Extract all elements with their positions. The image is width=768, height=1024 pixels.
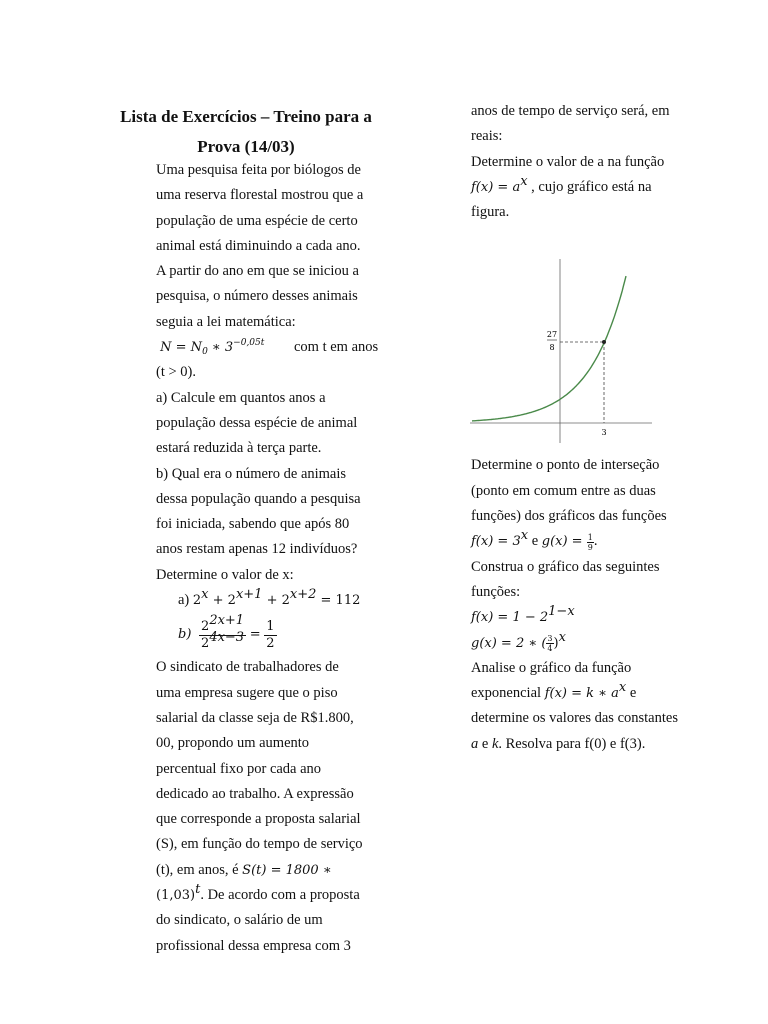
- text-line: funções) dos gráficos das funções: [471, 508, 667, 525]
- intersection-functions-line: $f(x) = 3^x$ e g(x) = $\frac{1}{9}$ .: [471, 528, 598, 552]
- function-f-line: $f(x) = 1 - 2^{1-x}$: [471, 604, 575, 626]
- marked-point: [602, 340, 606, 344]
- text-line: determine os valores das constantes: [471, 710, 678, 727]
- text-line: Construa o gráfico das seguintes: [471, 558, 660, 575]
- text-line: animal está diminuindo a cada ano.: [156, 237, 361, 254]
- text-line: anos de tempo de serviço será, em: [471, 103, 670, 119]
- text-line: dedicado ao trabalho. A expressão: [156, 785, 354, 802]
- text-line: b) Qual era o número de animais: [156, 465, 347, 482]
- function-g-line: g(x) = 2 ∗ ( $\frac{3}{4}$ )$^x$: [471, 629, 566, 653]
- law-formula: $N = N_0$ ∗ $3^{-0,05t}$: [160, 338, 265, 358]
- text-line: a) Calcule em quantos anos a: [156, 389, 326, 406]
- text-line: população dessa espécie de animal: [156, 414, 358, 431]
- text-line: percentual fixo por cada ano: [156, 760, 322, 777]
- equation-b-result: $\frac{1}{2}$: [266, 618, 275, 651]
- text-line: uma reserva florestal mostrou que a: [156, 187, 364, 204]
- text-line: A partir do ano em que se iniciou a: [156, 263, 359, 280]
- text-line: funções:: [471, 583, 521, 600]
- text-line: anos restam apenas 12 indivíduos?: [156, 541, 358, 558]
- y-label-denominator: 8: [549, 343, 555, 352]
- text-line: (ponto em comum entre as duas: [471, 482, 656, 499]
- function-a-line: $f(x) = a^x$ , cujo gráfico está na: [471, 173, 652, 195]
- equation-a: a) $2^x + 2^{x+1} + 2^{x+2} = 112$: [178, 587, 361, 609]
- title-line-2: Prova (14/03): [197, 137, 295, 156]
- text-line: Determine o valor de x:: [156, 566, 294, 583]
- text-line: reais:: [471, 128, 503, 145]
- text-line: O sindicato de trabalhadores de: [156, 659, 339, 676]
- salary-formula-line-2: $(1,03)^t$. De acordo com a proposta: [156, 882, 360, 904]
- exponential-graph: [470, 255, 652, 445]
- text-line: (S), em função do tempo de serviço: [156, 836, 363, 853]
- text-line: salarial da classe seja de R$1.800,: [156, 709, 354, 726]
- title-line-1: Lista de Exercícios – Treino para a: [120, 107, 372, 126]
- exponential-function-line: exponencial f(x) = k ∗ $a^x$ e: [471, 680, 637, 702]
- text-line: Determine o valor de a na função: [471, 153, 665, 170]
- document-title: [100, 102, 392, 162]
- equation-b-fraction: $\frac{2^{2x+1}}{2^{4x-3}}$: [201, 612, 245, 651]
- text-line: profissional dessa empresa com 3: [156, 937, 351, 954]
- text-line: dessa população quando a pesquisa: [156, 490, 361, 507]
- text-line: uma empresa sugere que o piso: [156, 684, 338, 701]
- salary-formula-line: (t), em anos, é S(t) = 1800 ∗: [156, 861, 332, 878]
- y-label-numerator: 27: [546, 330, 558, 339]
- text-line: figura.: [471, 204, 510, 221]
- left-column: [156, 158, 396, 959]
- text-line: pesquisa, o número desses animais: [156, 288, 358, 305]
- text-line: (t > 0).: [156, 364, 196, 381]
- decay-law-line: [156, 335, 396, 360]
- text-line: estará reduzida à terça parte.: [156, 440, 322, 457]
- law-text: com t em anos: [294, 339, 379, 356]
- text-line: população de uma espécie de certo: [156, 212, 358, 229]
- text-line: Analise o gráfico da função: [471, 659, 632, 676]
- text-line: Determine o ponto de interseção: [471, 457, 660, 474]
- x-label: 3: [601, 428, 607, 437]
- text-line: Uma pesquisa feita por biólogos de: [156, 162, 361, 178]
- equation-b: b) $\frac{2^{2x+1}}{2^{4x-3}}$ = $\frac{1}{2}$: [178, 612, 275, 651]
- constants-line: a e k. Resolva para f(0) e f(3).: [471, 735, 646, 752]
- text-line: 00, propondo um aumento: [156, 735, 310, 752]
- text-line: foi iniciada, sabendo que após 80: [156, 516, 350, 533]
- text-line: do sindicato, o salário de um: [156, 912, 323, 929]
- text-line: seguia a lei matemática:: [156, 313, 296, 330]
- text-line: que corresponde a proposta salarial: [156, 811, 361, 828]
